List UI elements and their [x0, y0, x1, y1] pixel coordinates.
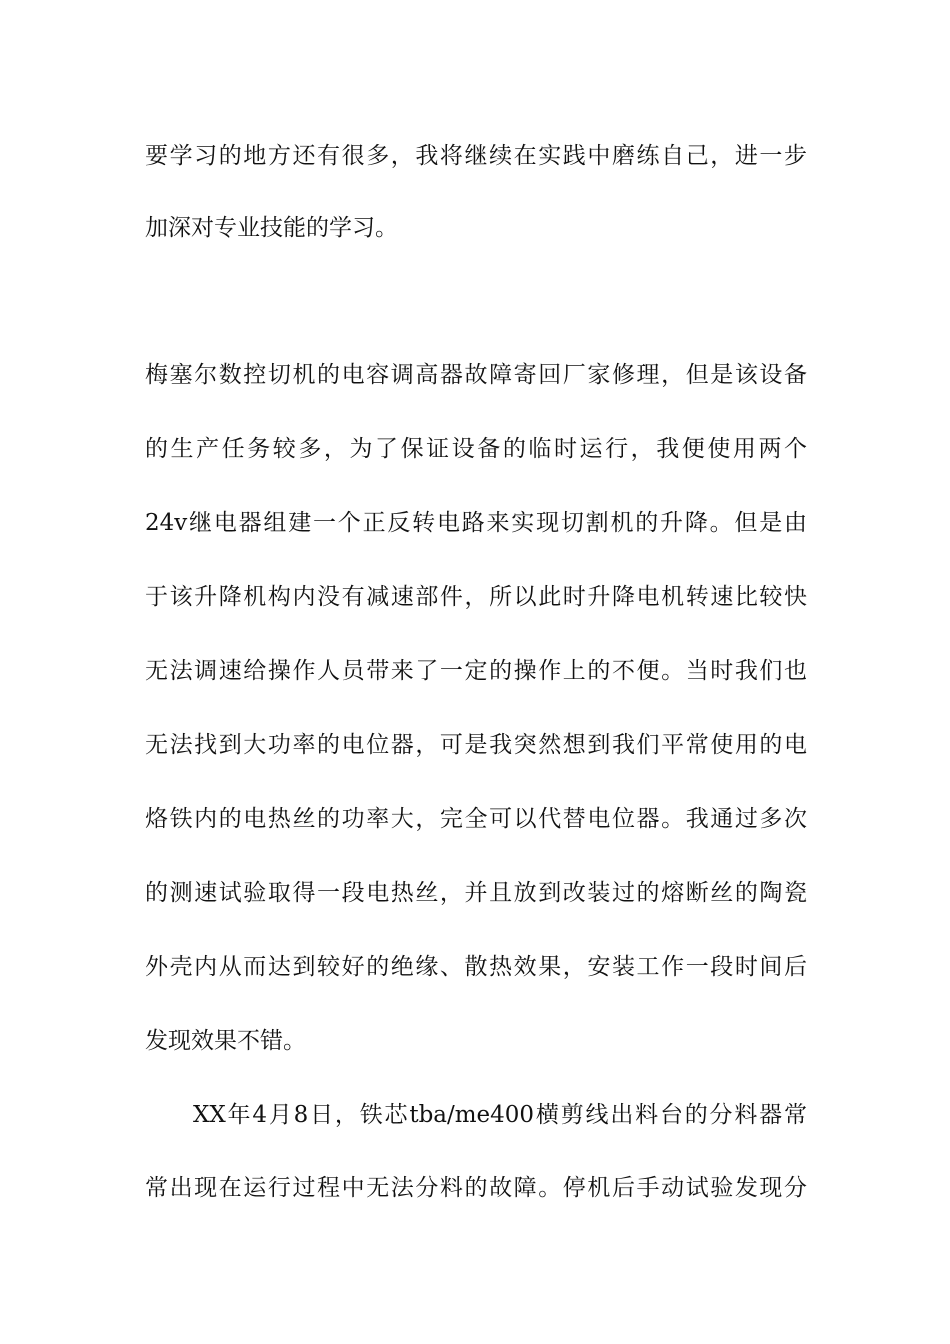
- paragraph-line: 发现效果不错。: [145, 1028, 306, 1054]
- paragraph-line: 烙铁内的电热丝的功率大，完全可以代替电位器。我通过多次: [145, 806, 807, 832]
- paragraph-line: 于该升降机构内没有减速部件，所以此时升降电机转速比较快: [145, 584, 807, 610]
- paragraph-line: 24v继电器组建一个正反转电路来实现切割机的升降。但是由: [145, 510, 807, 536]
- paragraph-line: XX年4月8日，铁芯tba/me400横剪线出料台的分料器常: [193, 1102, 807, 1128]
- paragraph-line: 梅塞尔数控切机的电容调高器故障寄回厂家修理，但是该设备: [145, 362, 807, 388]
- paragraph-line: 的测速试验取得一段电热丝，并且放到改装过的熔断丝的陶瓷: [145, 880, 807, 906]
- paragraph-line: 加深对专业技能的学习。: [145, 215, 398, 241]
- paragraph-line: 无法找到大功率的电位器，可是我突然想到我们平常使用的电: [145, 732, 807, 758]
- paragraph-line: 要学习的地方还有很多，我将继续在实践中磨练自己，进一步: [145, 143, 807, 169]
- paragraph-line: 外壳内从而达到较好的绝缘、散热效果，安装工作一段时间后: [145, 954, 807, 980]
- paragraph-line: 常出现在运行过程中无法分料的故障。停机后手动试验发现分: [145, 1175, 807, 1201]
- paragraph-line: 无法调速给操作人员带来了一定的操作上的不便。当时我们也: [145, 658, 807, 684]
- paragraph-line: 的生产任务较多，为了保证设备的临时运行，我便使用两个: [145, 436, 807, 462]
